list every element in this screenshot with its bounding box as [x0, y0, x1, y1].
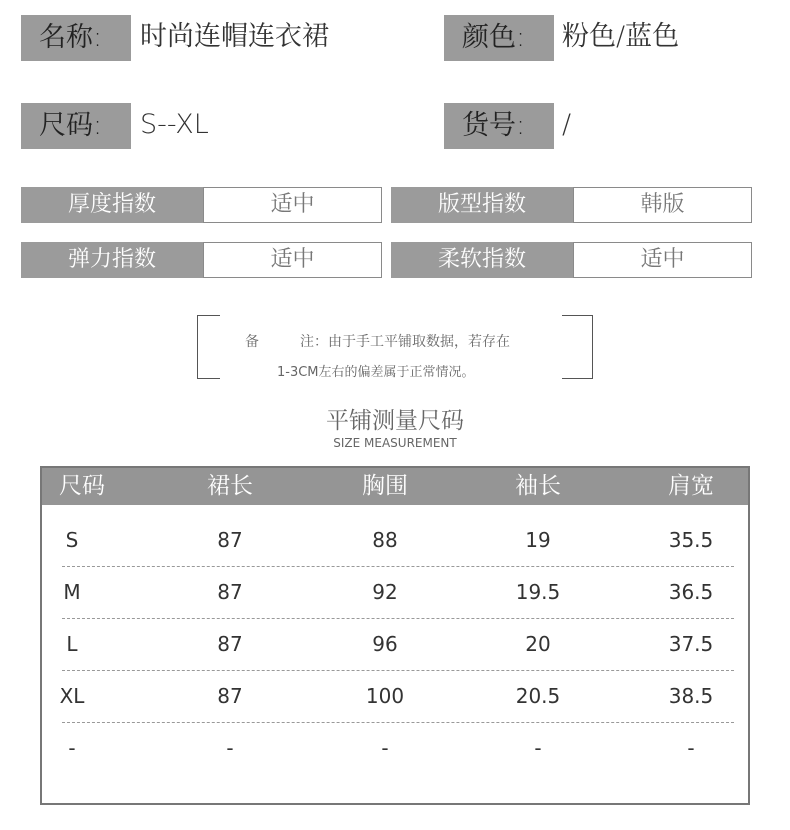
cell-size: S — [65, 528, 79, 552]
name-label: 名称: — [21, 15, 131, 61]
cell-size: - — [68, 736, 76, 760]
color-label: 颜色: — [444, 15, 554, 61]
table-row — [62, 722, 734, 774]
header-sleeve: 袖长 — [515, 473, 561, 499]
cell-chest: - — [381, 736, 389, 760]
thickness-index-value: 适中 — [203, 187, 382, 223]
section-title: 平铺测量尺码 — [326, 408, 464, 434]
softness-index-label: 柔软指数 — [391, 242, 573, 278]
table-header — [42, 468, 748, 505]
softness-index-value: 适中 — [573, 242, 752, 278]
header-length: 裙长 — [207, 473, 253, 499]
size-value: S--XL — [140, 109, 209, 140]
section-subtitle: SIZE MEASUREMENT — [333, 436, 457, 450]
note-right-bracket — [562, 315, 593, 379]
color-value: 粉色/蓝色 — [562, 21, 680, 52]
elasticity-index-label: 弹力指数 — [21, 242, 203, 278]
table-row — [62, 618, 734, 671]
cell-shoulder: 37.5 — [668, 632, 714, 656]
table-row — [62, 566, 734, 619]
cell-chest: 96 — [372, 632, 398, 656]
cell-shoulder: 35.5 — [668, 528, 714, 552]
note-line-1: 注：由于手工平铺取数据，若存在 — [300, 334, 510, 350]
cell-size: XL — [59, 684, 85, 708]
elasticity-index-value: 适中 — [203, 242, 382, 278]
cell-chest: 92 — [372, 580, 398, 604]
sku-label: 货号: — [444, 103, 554, 149]
cell-length: 87 — [217, 580, 243, 604]
size-label: 尺码: — [21, 103, 131, 149]
header-chest: 胸围 — [362, 473, 408, 499]
cell-length: 87 — [217, 528, 243, 552]
cell-size: M — [63, 580, 81, 604]
header-size: 尺码 — [59, 473, 105, 499]
cell-sleeve: - — [534, 736, 542, 760]
note-line-2: 1-3CM左右的偏差属于正常情况。 — [277, 365, 475, 380]
note-prefix: 备 — [245, 334, 259, 350]
table-row — [62, 514, 734, 567]
fit-index-value: 韩版 — [573, 187, 752, 223]
cell-size: L — [66, 632, 78, 656]
cell-chest: 100 — [365, 684, 405, 708]
cell-length: 87 — [217, 684, 243, 708]
note-box — [197, 315, 593, 378]
cell-length: 87 — [217, 632, 243, 656]
sku-value: / — [562, 109, 572, 140]
cell-shoulder: - — [687, 736, 695, 760]
cell-sleeve: 20.5 — [515, 684, 561, 708]
cell-chest: 88 — [372, 528, 398, 552]
header-shoulder: 肩宽 — [668, 473, 714, 499]
size-table — [40, 466, 750, 805]
cell-shoulder: 38.5 — [668, 684, 714, 708]
cell-sleeve: 19.5 — [515, 580, 561, 604]
note-left-bracket — [197, 315, 220, 379]
cell-length: - — [226, 736, 234, 760]
cell-sleeve: 20 — [525, 632, 551, 656]
table-row — [59, 670, 734, 723]
cell-shoulder: 36.5 — [668, 580, 714, 604]
thickness-index-label: 厚度指数 — [21, 187, 203, 223]
cell-sleeve: 19 — [525, 528, 551, 552]
fit-index-label: 版型指数 — [391, 187, 573, 223]
name-value: 时尚连帽连衣裙 — [140, 21, 329, 52]
